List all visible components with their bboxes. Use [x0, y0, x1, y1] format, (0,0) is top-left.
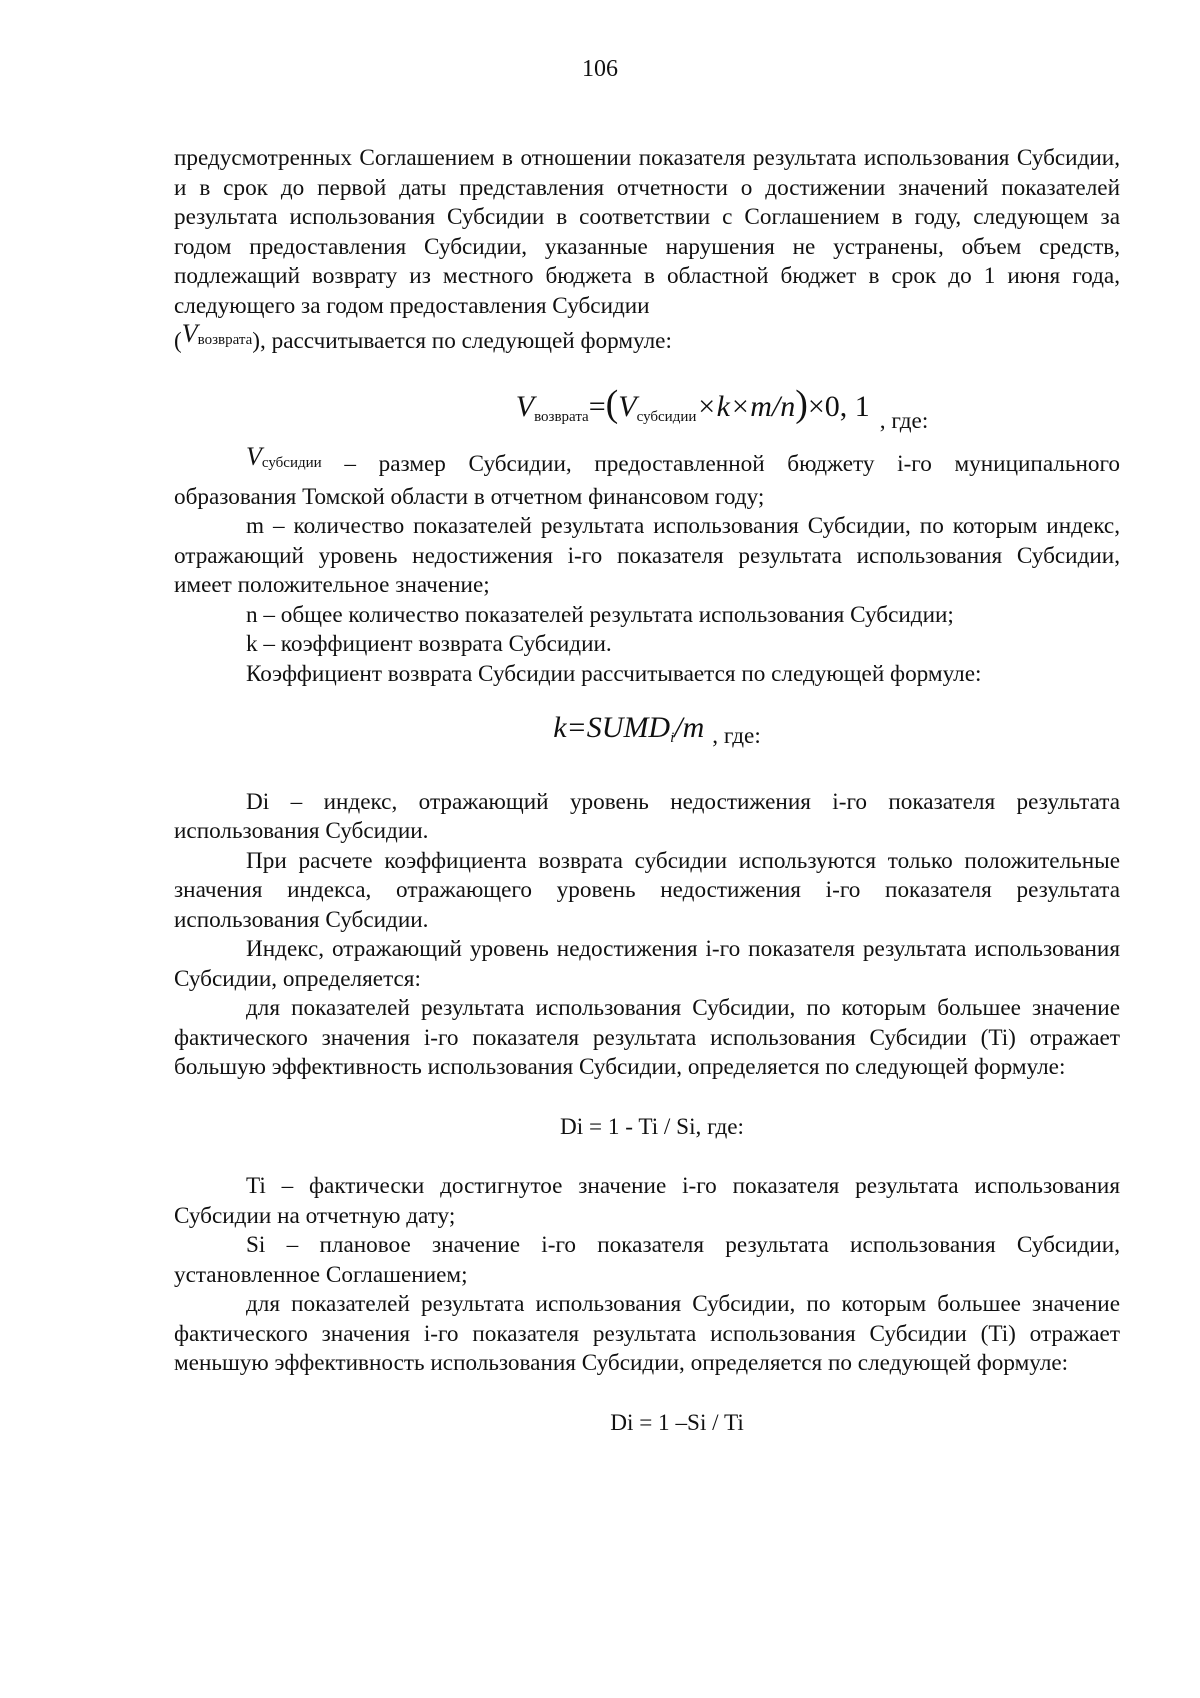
def-m: m – количество показателей результата использования Субсидии, по которым индекс, отражающий уровень недостижения i-го показателя результата использования Субсидии, имеет положительное значение;	[174, 513, 1120, 598]
paren-open: (	[174, 328, 182, 354]
def-v-subsidii: Vсубсидии – размер Субсидии, предоставленной бюджету i-го муниципального образования Томской области в отчетном финансовом году;	[174, 442, 1120, 510]
formula-di-1: Di = 1 - Ti / Si, где:	[560, 1113, 744, 1140]
paragraph-intro	[174, 144, 1120, 321]
def-di: Di – индекс, отражающий уровень недостижения i-го показателя результата использования Субсидии.	[174, 788, 1120, 844]
paragraph-intro-tail	[174, 319, 1120, 360]
def-ti: Ti – фактически достигнутое значение i-го показателя результата использования Субсидии на отчетную дату;	[174, 1173, 1120, 1229]
def-n: n – общее количество показателей результата использования Субсидии;	[246, 601, 954, 628]
positive-only: При расчете коэффициента возврата субсидии используются только положительные значения индекса, отражающего уровень недостижения i-го показателя результата использования Субсидии.	[174, 847, 1120, 933]
k-intro: Коэффициент возврата Субсидии рассчитывается по следующей формуле:	[246, 660, 982, 687]
case-2: для показателей результата использования Субсидии, по которым большее значение фактического значения i-го показателя результата использования Субсидии (Ti) отражает меньшую эффективность использования Субсидии, определяется по следующей формуле:	[174, 1291, 1120, 1376]
def-k: k – коэффициент возврата Субсидии.	[246, 631, 612, 657]
formula-k: $k=SUMD_i/m$ , где:	[553, 711, 761, 749]
formula-v-vozvrata: $V_{возврата}=(V_{субсидии}\times k\times m/n)\times 0$, 1 , где:	[515, 382, 929, 434]
page-number: 106	[582, 56, 618, 82]
case-1: для показателей результата использования Субсидии, по которым большее значение фактического значения i-го показателя результата использования Субсидии (Ti) отражает большую эффективность использования Субсидии, определяется по следующей формуле:	[174, 995, 1120, 1080]
intro-tail-text: ), рассчитывается по следующей формуле:	[252, 328, 672, 354]
var-v-vozvrata: Vвозврата	[181, 319, 253, 348]
document-body	[174, 144, 1120, 1438]
def-si: Si – плановое значение i-го показателя результата использования Субсидии, установленное Соглашением;	[174, 1232, 1120, 1288]
index-intro: Индекс, отражающий уровень недостижения i-го показателя результата использования Субсидии, определяется:	[174, 936, 1120, 992]
formula-di-2: Di = 1 –Si / Ti	[610, 1409, 744, 1436]
var-v-subsidii: Vсубсидии	[246, 442, 322, 471]
paragraph-intro-text: предусмотренных Соглашением в отношении показателя результата использования Субсидии, и в срок до первой даты представления отчетности о достижении значений показателей результата использования Субсидии в соответствии с Соглашением в году, следующем за годом предоставления Субсидии, указанные нарушения не устранены, объем средств, подлежащий возврату из местного бюджета в областной бюджет в срок до 1 июня года, следующего за годом предоставления Субсидии	[174, 145, 1120, 319]
